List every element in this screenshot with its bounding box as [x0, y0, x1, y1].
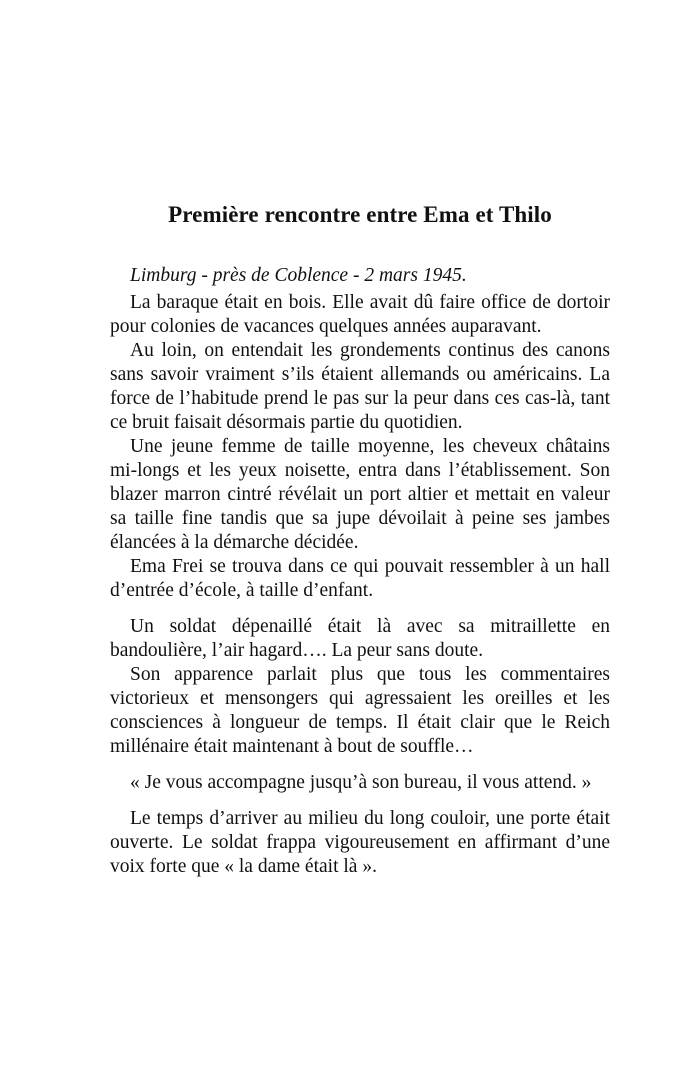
paragraph: La baraque était en bois. Elle avait dû faire office de dortoir pour colonies de vacances quelques années auparavant.	[110, 292, 610, 337]
paragraph: Ema Frei se trouva dans ce qui pouvait ressembler à un hall d’entrée d’école, à taille d’enfant.	[110, 556, 610, 601]
paragraph: Un soldat dépenaillé était là avec sa mitraillette en bandoulière, l’air hagard…. La peur sans doute.	[110, 616, 610, 661]
paragraph: Une jeune femme de taille moyenne, les cheveux châtains mi-longs et les yeux noisette, entra dans l’établissement. Son blazer marron cintré révélait un port altier et mettait en valeur sa taille fine tandis que sa jupe dévoilait à peine ses jambes élancées à la démarche décidée.	[110, 436, 610, 553]
book-page	[110, 198, 610, 879]
paragraph: Le temps d’arriver au milieu du long couloir, une porte était ouverte. Le soldat frappa vigoureusement en affirmant d’une voix forte que « la dame était là ».	[110, 808, 610, 877]
dialogue-paragraph: « Je vous accompagne jusqu’à son bureau, il vous attend. »	[130, 772, 592, 793]
chapter-title: Première rencontre entre Ema et Thilo	[168, 202, 552, 227]
paragraph: Son apparence parlait plus que tous les commentaires victorieux et mensongers qui agressaient les oreilles et les consciences à longueur de temps. Il était clair que le Reich millénaire était maintenant à bout de souffle…	[110, 664, 610, 757]
paragraph: Au loin, on entendait les grondements continus des canons sans savoir vraiment s’ils étaient allemands ou américains. La force de l’habitude prend le pas sur la peur dans ces cas-là, tant ce bruit faisait désormais partie du quotidien.	[110, 340, 610, 433]
dateline: Limburg - près de Coblence - 2 mars 1945.	[130, 265, 467, 286]
